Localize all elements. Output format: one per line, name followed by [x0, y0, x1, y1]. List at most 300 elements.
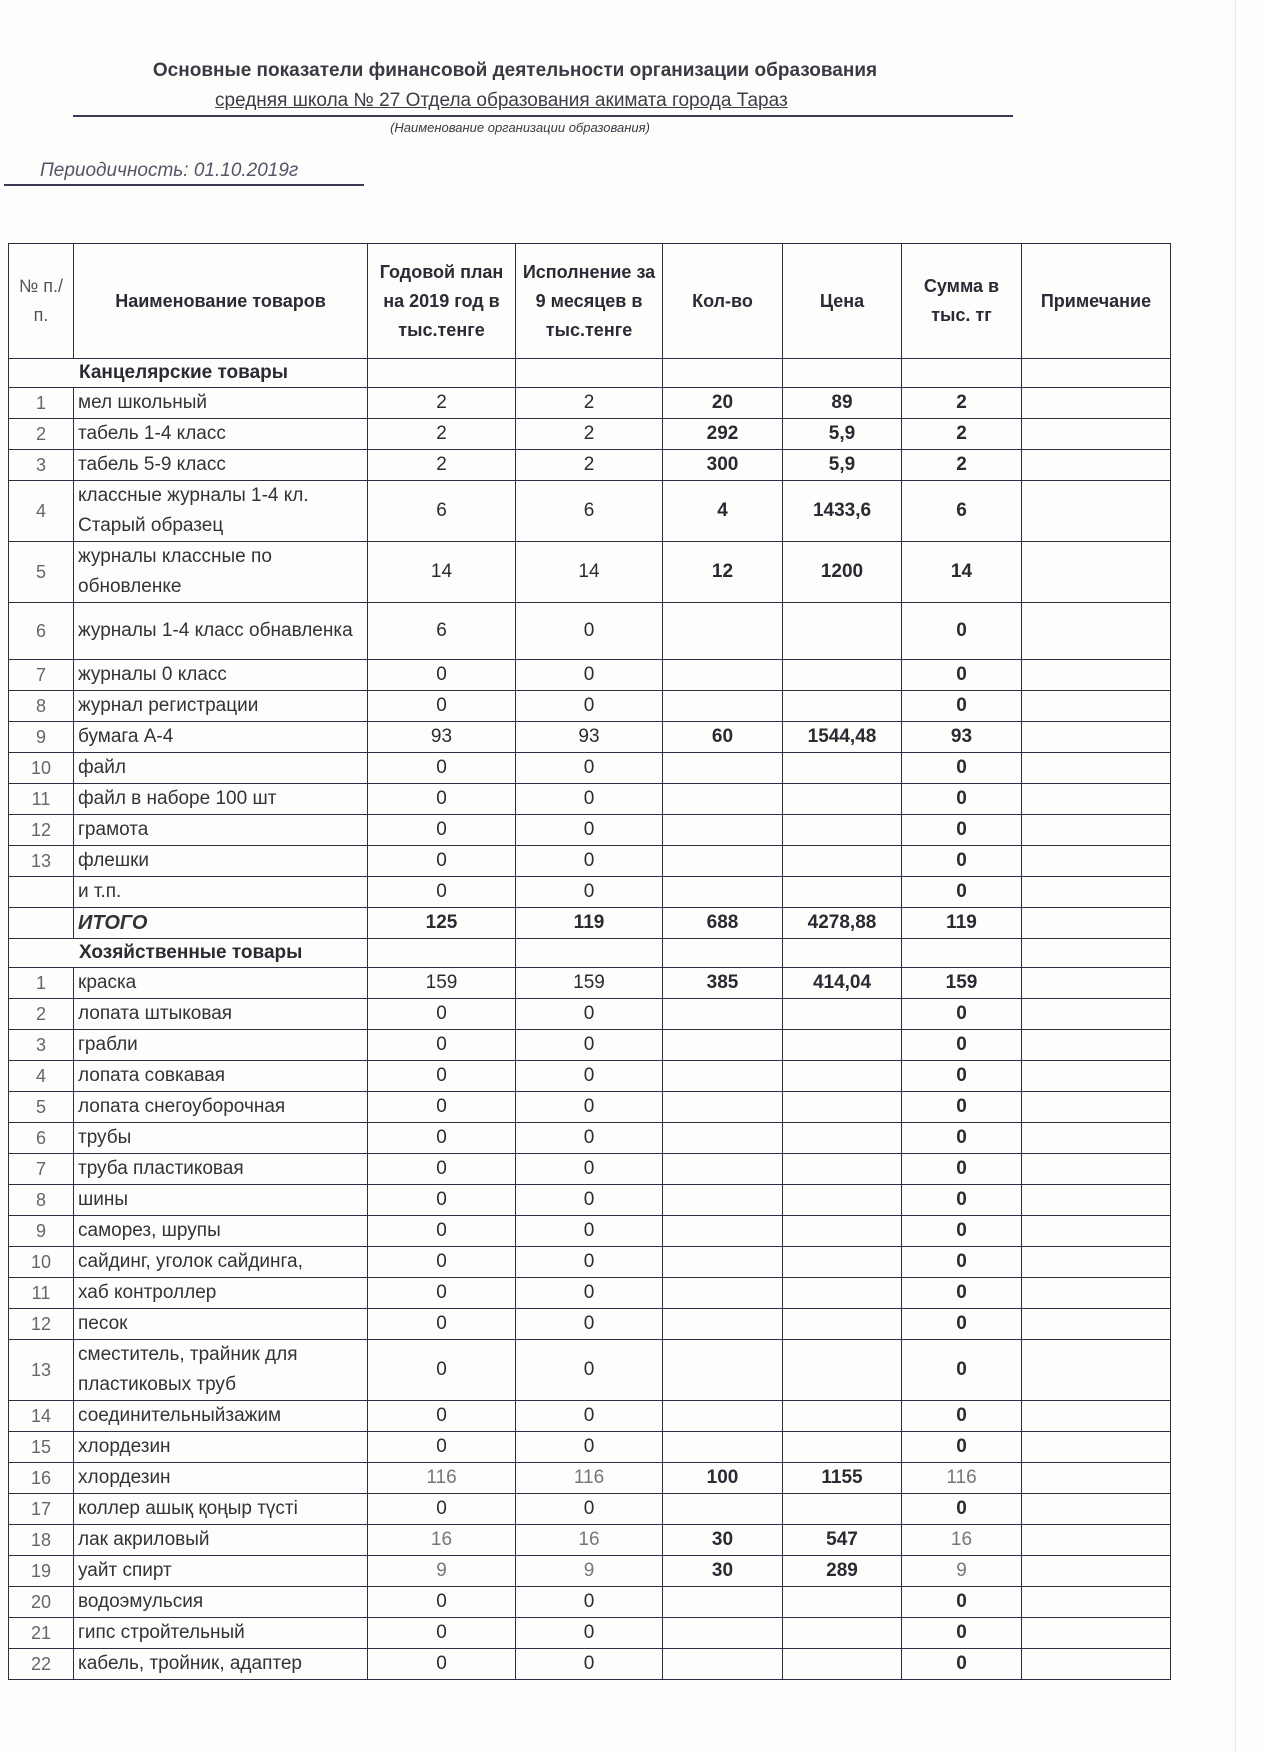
table-row	[9, 1061, 1171, 1092]
plan-value: 0	[368, 1092, 516, 1123]
quantity-value: 30	[663, 1556, 783, 1587]
execution-value: 0	[516, 603, 663, 660]
table-row	[9, 388, 1171, 419]
plan-value: 2	[368, 388, 516, 419]
empty-cell	[516, 359, 663, 388]
table-row	[9, 660, 1171, 691]
quantity-value	[663, 846, 783, 877]
sum-value: 0	[902, 1030, 1022, 1061]
price-value: 289	[783, 1556, 902, 1587]
total-price: 4278,88	[783, 908, 902, 939]
item-name: табель 1-4 класс	[74, 419, 368, 450]
empty-cell	[1022, 359, 1171, 388]
sum-value: 0	[902, 1494, 1022, 1525]
row-number: 15	[9, 1432, 74, 1463]
price-value	[783, 1278, 902, 1309]
price-value	[783, 1123, 902, 1154]
total-label: ИТОГО	[74, 908, 368, 939]
execution-value: 0	[516, 1185, 663, 1216]
table-row	[9, 1587, 1171, 1618]
item-name: лопата снегоуборочная	[74, 1092, 368, 1123]
plan-value: 0	[368, 1154, 516, 1185]
execution-value: 16	[516, 1525, 663, 1556]
execution-value: 0	[516, 1401, 663, 1432]
item-name: лопата совкавая	[74, 1061, 368, 1092]
item-name: хаб контроллер	[74, 1278, 368, 1309]
plan-value: 0	[368, 815, 516, 846]
quantity-value	[663, 1340, 783, 1401]
sum-value: 2	[902, 450, 1022, 481]
plan-value: 0	[368, 1030, 516, 1061]
table-row	[9, 1556, 1171, 1587]
sum-value: 0	[902, 999, 1022, 1030]
sum-value: 16	[902, 1525, 1022, 1556]
table-row	[9, 1030, 1171, 1061]
note-value	[1022, 1247, 1171, 1278]
item-name: сайдинг, уголок сайдинга,	[74, 1247, 368, 1278]
organization-line	[73, 90, 1013, 117]
price-value	[783, 660, 902, 691]
sum-value: 14	[902, 542, 1022, 603]
quantity-value	[663, 1092, 783, 1123]
col-header-note: Примечание	[1022, 244, 1171, 359]
price-value	[783, 999, 902, 1030]
price-value	[783, 1649, 902, 1680]
plan-value: 16	[368, 1525, 516, 1556]
row-number: 4	[9, 1061, 74, 1092]
total-row	[9, 908, 1171, 939]
note-value	[1022, 1123, 1171, 1154]
col-header-quantity: Кол-во	[663, 244, 783, 359]
item-name: труба пластиковая	[74, 1154, 368, 1185]
price-value	[783, 1185, 902, 1216]
table-row	[9, 1432, 1171, 1463]
execution-value: 93	[516, 722, 663, 753]
periodicity: Периодичность: 01.10.2019г	[40, 160, 299, 181]
quantity-value	[663, 1309, 783, 1340]
note-value	[1022, 1185, 1171, 1216]
sum-value: 0	[902, 1092, 1022, 1123]
table-row	[9, 691, 1171, 722]
table-row	[9, 542, 1171, 603]
col-header-price: Цена	[783, 244, 902, 359]
plan-value: 0	[368, 753, 516, 784]
scan-edge	[1235, 0, 1236, 1752]
execution-value: 0	[516, 815, 663, 846]
empty-cell	[516, 939, 663, 968]
execution-value: 159	[516, 968, 663, 999]
table-row	[9, 1216, 1171, 1247]
row-number: 16	[9, 1463, 74, 1494]
table-row	[9, 1123, 1171, 1154]
row-number: 13	[9, 846, 74, 877]
item-name: классные журналы 1-4 кл. Старый образец	[74, 481, 368, 542]
sum-value: 0	[902, 1309, 1022, 1340]
item-name: краска	[74, 968, 368, 999]
price-value: 1544,48	[783, 722, 902, 753]
row-number: 22	[9, 1649, 74, 1680]
sum-value: 0	[902, 1154, 1022, 1185]
note-value	[1022, 1061, 1171, 1092]
row-number: 12	[9, 815, 74, 846]
note-value	[1022, 815, 1171, 846]
sum-value: 0	[902, 784, 1022, 815]
note-value	[1022, 1432, 1171, 1463]
item-name: шины	[74, 1185, 368, 1216]
sum-value: 116	[902, 1463, 1022, 1494]
quantity-value	[663, 691, 783, 722]
table-row	[9, 815, 1171, 846]
table-row	[9, 419, 1171, 450]
note-value	[1022, 1463, 1171, 1494]
execution-value: 0	[516, 784, 663, 815]
plan-value: 0	[368, 877, 516, 908]
plan-value: 14	[368, 542, 516, 603]
item-name: бумага А-4	[74, 722, 368, 753]
item-name: журналы 0 класс	[74, 660, 368, 691]
price-value: 1433,6	[783, 481, 902, 542]
note-value	[1022, 388, 1171, 419]
table-row	[9, 1618, 1171, 1649]
note-value	[1022, 419, 1171, 450]
table-row	[9, 722, 1171, 753]
execution-value: 0	[516, 660, 663, 691]
price-value	[783, 1154, 902, 1185]
price-value	[783, 691, 902, 722]
empty-cell	[902, 359, 1022, 388]
sum-value: 0	[902, 1401, 1022, 1432]
row-number: 21	[9, 1618, 74, 1649]
row-number: 10	[9, 753, 74, 784]
sum-value: 0	[902, 1216, 1022, 1247]
sum-value: 0	[902, 660, 1022, 691]
table-row	[9, 1154, 1171, 1185]
sum-value: 0	[902, 1278, 1022, 1309]
execution-value: 0	[516, 1092, 663, 1123]
table-row	[9, 1494, 1171, 1525]
table-row	[9, 1092, 1171, 1123]
item-name: коллер ашық қоңыр түсті	[74, 1494, 368, 1525]
quantity-value	[663, 1030, 783, 1061]
item-name: хлордезин	[74, 1463, 368, 1494]
row-number: 11	[9, 784, 74, 815]
table-body	[9, 359, 1171, 1680]
execution-value: 0	[516, 1030, 663, 1061]
quantity-value: 12	[663, 542, 783, 603]
execution-value: 0	[516, 1247, 663, 1278]
col-header-plan: Годовой план на 2019 год в тыс.тенге	[368, 244, 516, 359]
quantity-value: 20	[663, 388, 783, 419]
price-value	[783, 784, 902, 815]
execution-value: 0	[516, 877, 663, 908]
row-number: 5	[9, 542, 74, 603]
note-value	[1022, 846, 1171, 877]
price-value	[783, 603, 902, 660]
note-value	[1022, 1556, 1171, 1587]
quantity-value	[663, 1432, 783, 1463]
note-value	[1022, 999, 1171, 1030]
empty-cell	[783, 359, 902, 388]
quantity-value	[663, 1494, 783, 1525]
execution-value: 0	[516, 1061, 663, 1092]
table-row	[9, 784, 1171, 815]
quantity-value	[663, 603, 783, 660]
item-name: водоэмульсия	[74, 1587, 368, 1618]
empty-cell	[368, 359, 516, 388]
sum-value: 0	[902, 1247, 1022, 1278]
table-row	[9, 603, 1171, 660]
empty-cell	[902, 939, 1022, 968]
item-name: журналы классные по обновленке	[74, 542, 368, 603]
row-number: 11	[9, 1278, 74, 1309]
plan-value: 0	[368, 784, 516, 815]
goods-table	[8, 243, 1171, 1680]
row-number: 7	[9, 1154, 74, 1185]
price-value: 1200	[783, 542, 902, 603]
sum-value: 0	[902, 1618, 1022, 1649]
note-value	[1022, 1618, 1171, 1649]
organization-note: (Наименование организации образования)	[390, 120, 650, 135]
note-value	[1022, 1494, 1171, 1525]
table-row	[9, 846, 1171, 877]
execution-value: 116	[516, 1463, 663, 1494]
execution-value: 0	[516, 753, 663, 784]
empty-cell	[9, 908, 74, 939]
quantity-value	[663, 784, 783, 815]
plan-value: 0	[368, 1649, 516, 1680]
row-number: 3	[9, 1030, 74, 1061]
item-name: табель 5-9 класс	[74, 450, 368, 481]
price-value	[783, 1061, 902, 1092]
note-value	[1022, 1309, 1171, 1340]
execution-value: 0	[516, 1494, 663, 1525]
item-name: уайт спирт	[74, 1556, 368, 1587]
table-row	[9, 1463, 1171, 1494]
organization-name: средняя школа № 27 Отдела образования акимата города Тараз	[215, 90, 788, 111]
quantity-value	[663, 877, 783, 908]
row-number: 8	[9, 691, 74, 722]
quantity-value: 30	[663, 1525, 783, 1556]
item-name: кабель, тройник, адаптер	[74, 1649, 368, 1680]
empty-cell	[1022, 908, 1171, 939]
table-row	[9, 999, 1171, 1030]
total-plan: 125	[368, 908, 516, 939]
row-number: 12	[9, 1309, 74, 1340]
note-value	[1022, 660, 1171, 691]
plan-value: 116	[368, 1463, 516, 1494]
row-number: 6	[9, 1123, 74, 1154]
quantity-value: 60	[663, 722, 783, 753]
note-value	[1022, 784, 1171, 815]
sum-value: 6	[902, 481, 1022, 542]
note-value	[1022, 753, 1171, 784]
price-value	[783, 753, 902, 784]
row-number: 9	[9, 722, 74, 753]
note-value	[1022, 1649, 1171, 1680]
table-row	[9, 1247, 1171, 1278]
plan-value: 0	[368, 1123, 516, 1154]
row-number: 8	[9, 1185, 74, 1216]
sum-value: 0	[902, 1587, 1022, 1618]
row-number: 4	[9, 481, 74, 542]
note-value	[1022, 1340, 1171, 1401]
note-value	[1022, 1525, 1171, 1556]
note-value	[1022, 877, 1171, 908]
quantity-value: 300	[663, 450, 783, 481]
item-name: грамота	[74, 815, 368, 846]
quantity-value	[663, 815, 783, 846]
sum-value: 0	[902, 846, 1022, 877]
sum-value: 0	[902, 1061, 1022, 1092]
table-row	[9, 1401, 1171, 1432]
note-value	[1022, 1030, 1171, 1061]
sum-value: 0	[902, 691, 1022, 722]
price-value	[783, 1587, 902, 1618]
item-name: журналы 1-4 класс обнавленка	[74, 603, 368, 660]
row-number: 7	[9, 660, 74, 691]
sum-value: 9	[902, 1556, 1022, 1587]
item-name: журнал регистрации	[74, 691, 368, 722]
note-value	[1022, 481, 1171, 542]
price-value	[783, 1216, 902, 1247]
item-name: файл	[74, 753, 368, 784]
quantity-value	[663, 1401, 783, 1432]
plan-value: 0	[368, 1494, 516, 1525]
section-header-row	[9, 359, 1171, 388]
note-value	[1022, 603, 1171, 660]
item-name: флешки	[74, 846, 368, 877]
table-row	[9, 1649, 1171, 1680]
item-name: файл в наборе 100 шт	[74, 784, 368, 815]
price-value	[783, 1309, 902, 1340]
quantity-value: 385	[663, 968, 783, 999]
price-value: 547	[783, 1525, 902, 1556]
row-number: 2	[9, 419, 74, 450]
price-value	[783, 1432, 902, 1463]
price-value	[783, 1030, 902, 1061]
quantity-value	[663, 753, 783, 784]
plan-value: 2	[368, 450, 516, 481]
item-name: песок	[74, 1309, 368, 1340]
col-header-number: № п./п.	[9, 244, 74, 359]
sum-value: 0	[902, 1185, 1022, 1216]
execution-value: 0	[516, 1278, 663, 1309]
table-row	[9, 1278, 1171, 1309]
table-row	[9, 753, 1171, 784]
note-value	[1022, 1092, 1171, 1123]
sum-value: 0	[902, 1340, 1022, 1401]
plan-value: 0	[368, 660, 516, 691]
empty-cell	[368, 939, 516, 968]
item-name: и т.п.	[74, 877, 368, 908]
execution-value: 0	[516, 999, 663, 1030]
note-value	[1022, 1401, 1171, 1432]
price-value	[783, 1618, 902, 1649]
execution-value: 2	[516, 450, 663, 481]
sum-value: 2	[902, 388, 1022, 419]
table-row	[9, 968, 1171, 999]
execution-value: 0	[516, 1618, 663, 1649]
quantity-value	[663, 1216, 783, 1247]
note-value	[1022, 1216, 1171, 1247]
price-value	[783, 1401, 902, 1432]
row-number: 13	[9, 1340, 74, 1401]
execution-value: 9	[516, 1556, 663, 1587]
plan-value: 159	[368, 968, 516, 999]
quantity-value	[663, 1587, 783, 1618]
row-number: 20	[9, 1587, 74, 1618]
row-number: 14	[9, 1401, 74, 1432]
plan-value: 0	[368, 1340, 516, 1401]
plan-value: 6	[368, 481, 516, 542]
total-execution: 119	[516, 908, 663, 939]
quantity-value	[663, 1278, 783, 1309]
plan-value: 0	[368, 1278, 516, 1309]
plan-value: 0	[368, 1309, 516, 1340]
plan-value: 0	[368, 1587, 516, 1618]
execution-value: 0	[516, 691, 663, 722]
empty-cell	[663, 359, 783, 388]
note-value	[1022, 968, 1171, 999]
price-value: 5,9	[783, 450, 902, 481]
sum-value: 0	[902, 603, 1022, 660]
note-value	[1022, 722, 1171, 753]
table-row	[9, 450, 1171, 481]
item-name: лопата штыковая	[74, 999, 368, 1030]
periodicity-underline	[4, 184, 364, 186]
price-value: 1155	[783, 1463, 902, 1494]
sum-value: 2	[902, 419, 1022, 450]
item-name: мел школьный	[74, 388, 368, 419]
execution-value: 0	[516, 1123, 663, 1154]
execution-value: 0	[516, 1432, 663, 1463]
quantity-value: 4	[663, 481, 783, 542]
row-number: 3	[9, 450, 74, 481]
sum-value: 0	[902, 1649, 1022, 1680]
plan-value: 0	[368, 999, 516, 1030]
col-header-name: Наименование товаров	[74, 244, 368, 359]
item-name: саморез, шрупы	[74, 1216, 368, 1247]
plan-value: 0	[368, 1061, 516, 1092]
section-title: Канцелярские товары	[9, 359, 368, 388]
execution-value: 0	[516, 1587, 663, 1618]
price-value	[783, 1340, 902, 1401]
execution-value: 0	[516, 1309, 663, 1340]
price-value	[783, 1247, 902, 1278]
note-value	[1022, 542, 1171, 603]
plan-value: 0	[368, 846, 516, 877]
table-row	[9, 1185, 1171, 1216]
execution-value: 0	[516, 1154, 663, 1185]
plan-value: 0	[368, 1401, 516, 1432]
price-value	[783, 1494, 902, 1525]
empty-cell	[783, 939, 902, 968]
section-header-row	[9, 939, 1171, 968]
item-name: хлордезин	[74, 1432, 368, 1463]
execution-value: 0	[516, 846, 663, 877]
table-header-row	[9, 244, 1171, 359]
item-name: сместитель, трайник для пластиковых труб	[74, 1340, 368, 1401]
plan-value: 2	[368, 419, 516, 450]
quantity-value	[663, 660, 783, 691]
row-number: 2	[9, 999, 74, 1030]
row-number: 9	[9, 1216, 74, 1247]
plan-value: 9	[368, 1556, 516, 1587]
quantity-value	[663, 1061, 783, 1092]
plan-value: 0	[368, 1216, 516, 1247]
item-name: гипс стройтельный	[74, 1618, 368, 1649]
empty-cell	[1022, 939, 1171, 968]
